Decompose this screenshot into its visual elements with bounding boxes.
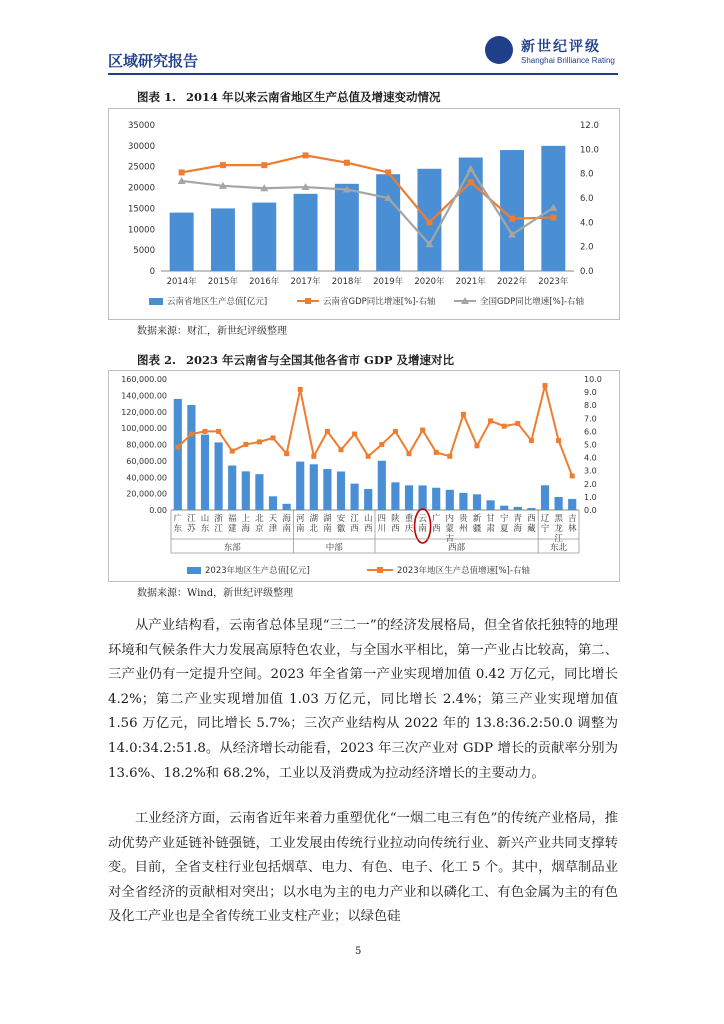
province-gdp-bar <box>242 471 250 510</box>
province-growth-point <box>257 439 262 444</box>
province-growth-point <box>366 454 371 459</box>
x-tick-label: 辽宁 <box>540 514 550 534</box>
province-gdp-bar <box>283 504 291 510</box>
x-tick-label: 2016年 <box>249 277 280 287</box>
province-growth-point <box>216 429 221 434</box>
x-tick-label: 贵州 <box>459 514 468 534</box>
x-tick-label: 天津 <box>268 514 278 534</box>
group-label: 西部 <box>448 543 466 553</box>
province-gdp-bar <box>187 405 195 510</box>
legend-label-national-growth: 全国GDP同比增速[%]-右轴 <box>480 297 585 307</box>
group-label: 东部 <box>223 543 241 553</box>
y-left-tick-label: 20,000.00 <box>126 489 167 499</box>
yunnan-growth-point <box>509 216 515 222</box>
province-growth-point <box>515 421 520 426</box>
y-right-tick-label: 5.0 <box>584 440 597 450</box>
y-left-tick-label: 100,000.00 <box>121 424 167 434</box>
province-gdp-bar <box>351 484 359 510</box>
figure1-source: 数据来源：财汇，新世纪评级整理 <box>137 326 287 337</box>
x-tick-label: 福建 <box>227 514 237 534</box>
province-gdp-bar <box>500 506 508 510</box>
province-gdp-bar <box>555 497 563 510</box>
province-growth-point <box>529 438 534 443</box>
brand-logo <box>485 34 625 70</box>
legend-label-province-gdp: 2023年地区生产总值[亿元] <box>205 566 310 576</box>
yunnan-growth-point <box>550 214 556 220</box>
x-tick-label: 甘肃 <box>486 514 495 534</box>
province-gdp-bar <box>269 496 277 510</box>
y-right-tick-label: 6.0 <box>584 427 597 437</box>
province-growth-point <box>284 451 289 456</box>
province-growth-point <box>407 451 412 456</box>
province-gdp-bar <box>228 465 236 510</box>
province-gdp-bar <box>514 507 522 510</box>
gdp-bar <box>459 158 483 271</box>
x-tick-label: 内蒙古 <box>445 514 455 544</box>
legend-marker-yunnan-growth <box>305 298 311 304</box>
province-gdp-bar <box>364 489 372 510</box>
province-gdp-bar <box>215 442 223 510</box>
yunnan-growth-point <box>261 162 267 168</box>
x-tick-label: 2017年 <box>290 277 321 287</box>
group-label: 中部 <box>325 543 343 553</box>
body-paragraph-2: 工业经济方面，云南省近年来着力重塑优化“一烟二电三有色”的传统产业格局，推动优势产业延链补链强链，工业发展由传统行业拉动向传统行业、新兴产业共同支撑转变。目前，全省支柱行业包括烟草、电力、有色、电子、化工 5 个。其中，烟草制品业对全省经济的贡献相对突出；以水电为主的电力产业和以磷化工、有色金属为主的有色及化工产业也是全省传统工业支柱产业；以绿色硅 <box>108 811 618 925</box>
y-left-tick-label: 0 <box>149 267 155 277</box>
y-right-tick-label: 7.0 <box>584 414 597 424</box>
province-growth-point <box>339 447 344 452</box>
figure2-caption: 2023 年云南省与全国其他各省市 GDP 及增速对比 <box>186 353 454 367</box>
gdp-bar <box>335 184 359 271</box>
x-tick-label: 云南 <box>418 514 427 534</box>
x-tick-label: 吉林 <box>567 514 577 534</box>
x-tick-label: 广西 <box>431 514 441 534</box>
province-gdp-bar <box>323 469 331 510</box>
y-left-tick-label: 5000 <box>133 246 155 257</box>
logo-chinese-name: 新世纪评级 <box>521 39 601 55</box>
x-tick-label: 安徽 <box>336 514 346 534</box>
province-growth-point <box>570 473 575 478</box>
x-tick-label: 2019年 <box>373 277 404 287</box>
province-gdp-bar <box>201 435 209 510</box>
province-growth-point <box>243 442 248 447</box>
province-growth-point <box>461 412 466 417</box>
x-tick-label: 山西 <box>363 514 373 534</box>
y-right-tick-label: 3.0 <box>584 466 597 476</box>
x-tick-label: 江西 <box>350 514 359 534</box>
x-tick-label: 新疆 <box>472 514 482 534</box>
x-tick-label: 湖南 <box>323 514 332 534</box>
y-right-tick-label: 10.0 <box>584 375 602 384</box>
province-gdp-bar <box>405 485 413 510</box>
yunnan-growth-point <box>426 219 432 225</box>
logo-english-name: Shanghai Brilliance Rating <box>521 56 615 65</box>
province-gdp-bar <box>419 485 427 510</box>
x-tick-label: 2020年 <box>414 277 445 287</box>
y-left-tick-label: 20000 <box>127 183 155 194</box>
x-tick-label: 2015年 <box>207 277 239 287</box>
y-left-tick-label: 120,000.00 <box>121 407 167 417</box>
figure1-label: 图表 1. <box>137 90 177 104</box>
yunnan-growth-point <box>385 169 391 175</box>
y-left-tick-label: 0.00 <box>149 506 167 515</box>
y-right-tick-label: 0.0 <box>580 267 594 277</box>
x-tick-label: 2021年 <box>455 277 486 287</box>
province-growth-point <box>488 418 493 423</box>
figure2-title <box>137 352 454 368</box>
figure2-label: 图表 2. <box>137 353 177 367</box>
province-gdp-bar <box>487 500 495 510</box>
province-growth-point <box>175 445 180 450</box>
x-tick-label: 陕西 <box>391 514 400 534</box>
province-gdp-bar <box>446 490 454 510</box>
province-growth-point <box>434 450 439 455</box>
province-growth-point <box>311 454 316 459</box>
y-left-tick-label: 60,000.00 <box>126 456 167 466</box>
province-gdp-bar <box>174 399 182 510</box>
x-tick-label: 湖北 <box>309 514 319 534</box>
group-label: 东北 <box>550 543 568 553</box>
province-gdp-bar <box>337 471 345 510</box>
x-tick-label: 广东 <box>173 514 183 534</box>
legend-label-yunnan-growth: 云南省GDP同比增速[%]-右轴 <box>323 297 436 307</box>
x-tick-label: 山东 <box>200 514 210 534</box>
y-right-tick-label: 2.0 <box>580 242 594 253</box>
x-tick-label: 四川 <box>377 514 387 534</box>
x-tick-label: 西藏 <box>527 514 536 534</box>
province-gdp-bar <box>527 508 535 510</box>
legend-swatch-province-gdp <box>187 567 201 574</box>
x-tick-label: 海南 <box>282 514 291 534</box>
province-growth-point <box>502 424 507 429</box>
gdp-bar <box>294 194 318 271</box>
yunnan-growth-point <box>220 162 226 168</box>
province-growth-point <box>543 383 548 388</box>
y-right-tick-label: 8.0 <box>584 401 597 411</box>
figure2-chart <box>109 371 619 581</box>
y-left-tick-label: 10000 <box>127 225 155 236</box>
yunnan-growth-point <box>344 160 350 166</box>
province-gdp-bar <box>432 488 440 510</box>
province-growth-point <box>420 428 425 433</box>
province-growth-point <box>447 454 452 459</box>
page-number: 5 <box>355 946 362 957</box>
yunnan-growth-point <box>468 179 474 185</box>
gdp-bar <box>376 174 400 271</box>
legend-marker-province-growth <box>377 567 383 573</box>
province-gdp-bar <box>459 493 467 510</box>
province-growth-point <box>203 429 208 434</box>
x-tick-label: 浙江 <box>214 514 223 534</box>
y-right-tick-label: 10.0 <box>580 145 599 156</box>
y-right-tick-label: 9.0 <box>584 388 597 398</box>
x-tick-label: 2014年 <box>166 277 197 287</box>
y-left-tick-label: 160,000.00 <box>121 375 167 384</box>
y-right-tick-label: 1.0 <box>584 492 597 502</box>
x-tick-label: 宁夏 <box>499 514 509 534</box>
legend-label-gdp: 云南省地区生产总值[亿元] <box>167 297 268 307</box>
y-right-tick-label: 12.0 <box>580 121 599 131</box>
province-gdp-bar <box>391 482 399 510</box>
gdp-bar <box>252 203 276 271</box>
y-right-tick-label: 4.0 <box>580 218 594 229</box>
gdp-bar <box>170 213 194 271</box>
y-right-tick-label: 2.0 <box>584 479 597 489</box>
y-right-tick-label: 0.0 <box>584 506 597 515</box>
province-gdp-bar <box>310 464 318 510</box>
province-growth-point <box>556 438 561 443</box>
province-growth-point <box>230 449 235 454</box>
report-section-title: 区域研究报告 <box>108 52 199 70</box>
y-left-tick-label: 35000 <box>127 121 155 131</box>
y-left-tick-label: 15000 <box>127 204 155 215</box>
y-right-tick-label: 4.0 <box>584 453 597 463</box>
province-growth-point <box>271 435 276 440</box>
x-tick-label: 黑龙江 <box>554 514 563 544</box>
x-tick-label: 青海 <box>513 514 523 534</box>
province-growth-point <box>475 443 480 448</box>
x-tick-label: 上海 <box>241 514 251 534</box>
y-left-tick-label: 140,000.00 <box>121 391 167 401</box>
province-growth-point <box>393 429 398 434</box>
x-tick-label: 重庆 <box>404 514 414 534</box>
x-tick-label: 北京 <box>255 514 264 534</box>
y-left-tick-label: 80,000.00 <box>126 440 167 450</box>
figure1-title <box>137 89 441 105</box>
figure1-chart-frame <box>108 108 620 320</box>
yunnan-growth-point <box>179 169 185 175</box>
figure2-chart-frame <box>108 370 620 582</box>
province-gdp-bar <box>296 462 304 510</box>
legend-swatch-gdp <box>149 298 163 305</box>
province-growth-point <box>189 432 194 437</box>
province-gdp-bar <box>568 499 576 510</box>
y-right-tick-label: 6.0 <box>580 194 594 204</box>
logo-emblem-icon <box>485 36 513 64</box>
province-growth-point <box>379 442 384 447</box>
x-tick-label: 2023年 <box>538 277 569 287</box>
province-growth-point <box>298 387 303 392</box>
header-divider <box>108 73 618 75</box>
province-gdp-bar <box>378 461 386 510</box>
legend-label-province-growth: 2023年地区生产总值增速[%]-右轴 <box>397 566 530 576</box>
province-gdp-bar <box>255 474 263 510</box>
y-right-tick-label: 8.0 <box>580 169 594 180</box>
x-tick-label: 2022年 <box>496 277 528 287</box>
province-growth-point <box>352 432 357 437</box>
figure1-chart <box>109 109 619 319</box>
figure1-caption: 2014 年以来云南省地区生产总值及增速变动情况 <box>186 90 441 104</box>
figure2-source: 数据来源：Wind，新世纪评级整理 <box>137 588 294 599</box>
x-tick-label: 江苏 <box>187 514 196 534</box>
gdp-bar <box>211 208 235 271</box>
province-growth-point <box>325 429 330 434</box>
y-left-tick-label: 40,000.00 <box>126 473 167 483</box>
province-gdp-bar <box>473 494 481 510</box>
y-left-tick-label: 25000 <box>127 162 155 173</box>
body-paragraph-1: 从产业结构看，云南省总体呈现“三二一”的经济发展格局，但全省依托独特的地理环境和气候条件大力发展高原特色农业，与全国水平相比，第一产业占比较高，第二、三产业仍有一定提升空间。2023 年全省第一产业实现增加值 0.42 万亿元，同比增长 4.2%；第二产业实现增加值 1.03 万亿元，同比增长 2.4%；第三产业实现增加值 1.56 万亿元，同比增长 5.7%；三次产业结构从 2022 年的 13.8:36.2:50.0 调整为 14.0:34.2:51.8。从经济增长动能看，2023 年三次产业对 GDP 增长的贡献率分别为 13.6%、18.2%和 68.2%，工业以及消费成为拉动经济增长的主要动力。 <box>108 618 618 781</box>
province-growth-line <box>178 386 572 476</box>
x-tick-label: 2018年 <box>331 277 362 287</box>
y-left-tick-label: 30000 <box>127 141 155 152</box>
province-gdp-bar <box>541 485 549 510</box>
yunnan-growth-point <box>303 152 309 158</box>
x-tick-label: 河南 <box>295 514 305 534</box>
